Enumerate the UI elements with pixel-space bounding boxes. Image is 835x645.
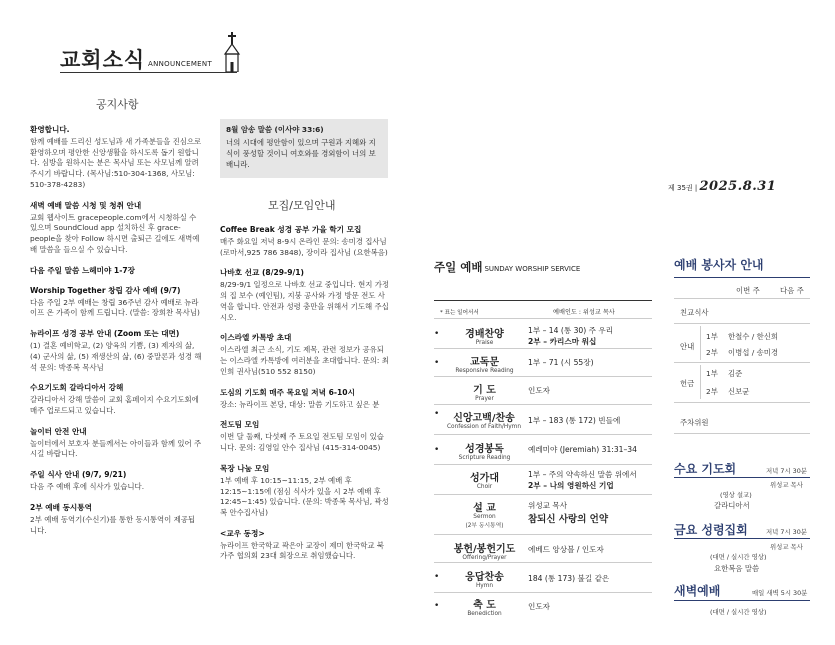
worship-item-value <box>528 601 550 612</box>
notice-item-body: 다음 주일 2부 예배는 창립 36주년 감사 예배로 뉴라이프 온 가족이 함께 드립니다. (말씀: 장희찬 목사님) <box>30 297 200 318</box>
worship-item-value <box>528 544 604 555</box>
worship-row <box>434 464 652 494</box>
worship-value-line: 1부 – 주의 약속하신 말씀 위에서 <box>528 470 637 479</box>
memory-verse-text: 너의 시대에 평안함이 있으며 구원과 지혜와 지식이 풍성할 것이니 여호와를 경외함이 너의 보배니라. <box>226 138 376 170</box>
worship-item-value <box>528 469 637 491</box>
worship-leader: 예배인도 : 위성교 목사 <box>553 309 615 316</box>
gather-item <box>220 463 390 519</box>
issue-volume: 제 35권 | <box>668 184 698 192</box>
worship-row <box>434 318 652 348</box>
divider <box>674 362 810 363</box>
service-title: 예배 봉사자 안내 <box>674 258 764 272</box>
worship-item-en: Prayer <box>475 396 494 402</box>
notice-item-title: 놀이터 안전 안내 <box>30 426 87 436</box>
wed-rule <box>674 477 810 478</box>
divider <box>674 323 810 324</box>
usher-names: 한철수 / 한신희 <box>728 332 779 341</box>
divider <box>700 326 701 360</box>
gather-item-title: 목장 나눔 모임 <box>220 463 270 473</box>
worship-row <box>434 434 652 464</box>
fri-leader: 위성교 목사 <box>770 543 803 551</box>
worship-row <box>434 592 652 622</box>
worship-row <box>434 562 652 592</box>
notice-item-title: 2부 예배 동시통역 <box>30 502 92 512</box>
worship-item-name <box>442 499 527 529</box>
gather-item-title: Coffee Break 성경 공부 가을 학기 모집 <box>220 225 362 234</box>
worship-item-en: Sermon <box>473 514 496 520</box>
worship-item-en: Offering/Prayer <box>462 555 507 561</box>
gather-item <box>220 387 390 411</box>
notice-item-body: 함께 예배를 드리신 성도님과 새 가족분들을 진심으로 환영하오며 평안한 신앙생활을 하시도록 돕기 원합니다. 심방을 원하시는 분은 목사님 또는 사모님께 알려 주시기 바랍니다. (목사님:510-304-1368, 사모님: 510-378-4283) <box>30 137 202 189</box>
parking-label: 주차위원 <box>680 418 709 427</box>
notice-item <box>30 124 202 191</box>
divider <box>674 433 810 434</box>
worship-value-line: 2부 – 나의 영원하신 기업 <box>528 481 614 490</box>
gather-item-body: 뉴라이프 한국학교 곽은아 교장이 제미 한국학교 북가주 협의회 23대 회장으로 취임했습니다. <box>220 540 385 561</box>
offering-names: 신보균 <box>728 387 750 396</box>
notice-item <box>30 265 202 276</box>
worship-row <box>434 376 652 404</box>
fri-rule <box>674 538 810 539</box>
worship-value-line: 인도자 <box>528 602 551 611</box>
gather-item <box>220 528 390 562</box>
worship-item-en: Praise <box>475 340 494 346</box>
worship-row <box>434 348 652 376</box>
notice-list <box>30 124 202 545</box>
wed-topic: 갈라디아서 <box>714 501 750 510</box>
offering-names: 김준 <box>728 369 743 378</box>
notice-item <box>30 328 202 373</box>
wed-leader: 위성교 목사 <box>770 481 803 489</box>
worship-title-en: SUNDAY WORSHIP SERVICE <box>484 265 581 273</box>
worship-value-line: 위성교 목사 <box>528 501 568 510</box>
gather-item-body: 이번 달 둘째, 다섯째 주 토요일 전도팀 모임이 있습니다. 문의: 김영일 안수 집사님 (415-314-0045) <box>220 432 384 453</box>
notice-item-body: 다음 주 예배 후에 식사가 있습니다. <box>30 482 145 492</box>
sermon-title: 참되신 사랑의 언약 <box>528 514 609 525</box>
church-icon <box>223 32 241 72</box>
service-rule <box>674 277 810 278</box>
worship-value-line: 1부 – 71 (시 55장) <box>528 358 594 367</box>
notice-item <box>30 426 202 460</box>
usher-part: 2부 <box>706 348 718 357</box>
worship-item-ko: 축 도 <box>473 600 496 611</box>
notice-item-body: 2부 예배 동역기(수신기)를 통한 동시통역이 제공됩니다. <box>30 514 196 535</box>
worship-item-en: Scripture Reading <box>458 455 511 461</box>
page-title: 교회소식 <box>60 48 146 72</box>
page-subtitle: ANNOUNCEMENT <box>148 60 213 68</box>
usher-names: 이병섭 / 송미경 <box>728 348 779 357</box>
gather-item-title: 이스라엘 카톡방 초대 <box>220 333 292 343</box>
worship-item-ko: 경배찬양 <box>465 329 504 340</box>
offering-part: 1부 <box>706 369 718 378</box>
worship-title <box>434 259 580 275</box>
worship-value-line: 에베드 앙상블 / 인도자 <box>528 545 604 554</box>
wed-prayer-time: 저녁 7시 30분 <box>766 467 807 475</box>
gather-item-body: 8/29-9/1 일정으로 나바호 선교 중입니다. 현지 가정의 집 보수 (예인팀), 지붕 공사와 가정 방문 전도 사역을 합니다. 안전과 성령 충만을 위해서 기도해 주십시오. <box>220 280 389 322</box>
gather-item-body: 장소: 뉴라이프 본당, 대상: 말씀 기도하고 싶은 분 <box>220 399 380 409</box>
worship-item-name <box>442 325 527 346</box>
notice-item <box>30 469 202 493</box>
col-next-week: 다음 주 <box>780 286 804 295</box>
worship-item-en: Responsive Reading <box>455 368 514 374</box>
wed-prayer-title: 수요 기도회 <box>674 462 737 476</box>
notice-item-body: (1) 결혼 예비학교, (2) 양육의 기쁨, (3) 제자의 삶, (4) 군사의 삶, (5) 재생산의 삶, (6) 중말론과 성경 해석 문의: 박종복 목사님 <box>30 341 202 372</box>
worship-item-ko: 설 교 <box>473 503 496 514</box>
notice-item-body: 놀이터에서 보호자 분들께서는 아이들과 함께 있어 주시길 바랍니다. <box>30 438 202 459</box>
worship-item-name <box>442 440 527 461</box>
stand-mark: • <box>434 358 440 368</box>
gather-item-title: <교우 동정> <box>220 528 265 538</box>
notice-item-title: 수요기도회 갈라디아서 강해 <box>30 383 124 393</box>
stand-mark: • <box>434 445 440 455</box>
gather-item-title: 나바호 선교 (8/29-9/1) <box>220 268 305 278</box>
worship-item-name <box>442 596 527 617</box>
notice-item <box>30 382 202 416</box>
worship-value-line: 1부 – 14 (통 30) 주 우리 <box>528 326 614 335</box>
memory-verse-box <box>220 119 388 178</box>
divider <box>674 402 810 403</box>
notice-item <box>30 502 202 536</box>
fri-title: 금요 성령집회 <box>674 523 748 537</box>
issue-date: 2025.8.31 <box>699 179 777 194</box>
worship-item-name <box>442 353 527 374</box>
worship-item-value <box>528 500 608 527</box>
worship-value-line: 2부 – 카리스마 워십 <box>528 337 597 346</box>
usher-part: 1부 <box>706 332 718 341</box>
gather-item-body: 이스라엘 최근 소식, 기도 제목, 관련 정보가 공유되는 이스라엘 카톡방에 여러분을 초대합니다. 문의: 최인희 권사님(510 552 8150) <box>220 345 389 376</box>
gather-heading: 모집/모임안내 <box>268 199 336 212</box>
dawn-time: 매일 새벽 5시 30분 <box>752 589 808 597</box>
memory-verse-title: 8월 암송 말씀 (이사야 33:6) <box>226 125 324 134</box>
gather-item <box>220 267 390 323</box>
worship-item-name <box>442 568 527 589</box>
notice-item-title: 뉴라이프 성경 공부 안내 (Zoom 또는 대면) <box>30 329 180 339</box>
wed-mode: (영상 설교) <box>720 491 752 499</box>
col-this-week: 이번 주 <box>736 286 760 295</box>
offering-part: 2부 <box>706 387 718 396</box>
gather-item-body: 1부 예배 후 10:15~11:15, 2부 예배 후 12:15~1:15에 (점심 식사가 있을 시 2부 예배 후 12:45~1:45) 있습니다. (문의: 박종복 목사님, 곽성복 안수집사님) <box>220 475 389 518</box>
worship-item-value <box>528 357 594 368</box>
notice-item-title: 주일 식사 안내 (9/7, 9/21) <box>30 470 127 480</box>
notice-item-title: Worship Together 창립 감사 예배 (9/7) <box>30 285 181 295</box>
worship-item-en: Hymn <box>475 583 494 589</box>
stand-mark: • <box>434 601 440 611</box>
notice-item <box>30 200 202 256</box>
worship-value-line: 1부 – 183 (통 172) 빈들에 <box>528 416 621 425</box>
gather-item-title: 전도팀 모임 <box>220 420 260 430</box>
worship-row <box>434 534 652 562</box>
worship-item-ko: 기 도 <box>473 385 496 396</box>
stand-mark: • <box>434 329 440 339</box>
notice-heading: 공지사항 <box>96 98 139 111</box>
notice-item <box>30 285 202 319</box>
worship-item-ko: 봉헌/봉헌기도 <box>453 544 516 555</box>
dawn-rule <box>674 600 810 601</box>
worship-item-ko: 응답찬송 <box>465 572 504 583</box>
worship-item-value <box>528 385 550 396</box>
worship-title-ko: 주일 예배 <box>434 260 483 274</box>
offering-label: 헌금 <box>680 379 695 388</box>
worship-item-value <box>528 573 609 584</box>
stand-mark: • <box>434 409 440 419</box>
fri-topic: 요한복음 말씀 <box>714 564 760 573</box>
stand-mark: • <box>434 572 440 582</box>
worship-value-line: 인도자 <box>528 386 551 395</box>
worship-value-line: 184 (통 173) 불길 같은 <box>528 574 610 583</box>
worship-row <box>434 494 652 534</box>
worship-item-ko: 교독문 <box>470 357 499 368</box>
gather-list <box>220 224 390 571</box>
worship-value-line: 예레미야 (Jeremiah) 31:31–34 <box>528 445 637 454</box>
gather-item <box>220 224 390 258</box>
worship-item-value <box>528 325 613 347</box>
notice-item-title: 환영합니다. <box>30 125 70 134</box>
gather-item <box>220 419 390 453</box>
fri-time: 저녁 7시 30분 <box>766 528 807 536</box>
worship-item-ko: 신앙고백/찬송 <box>453 413 515 424</box>
usher-label: 안내 <box>680 342 695 351</box>
stand-note: * 표는 일어서서 <box>440 310 479 316</box>
fri-mode: (대면 / 실시간 영상) <box>710 553 767 561</box>
notice-item-body: 교회 웹사이트 gracepeople.com에서 시청하실 수 있으며 SoundCloud app 설치하신 후 grace-people을 찾아 Follow 하시면 출퇴근 길에도 새벽예배 말씀을 들으실 수 있습니다. <box>30 212 200 254</box>
divider <box>700 365 701 399</box>
worship-rule <box>434 300 652 301</box>
worship-item-name <box>436 409 532 430</box>
worship-row <box>434 404 652 434</box>
worship-item-name <box>442 381 527 402</box>
dawn-mode: (대면 / 실시간 영상) <box>710 608 767 616</box>
worship-item-en: Choir <box>476 484 493 490</box>
header-rule <box>60 72 237 73</box>
gather-item-title: 도심의 기도회 매주 목요일 저녁 6-10시 <box>220 387 355 397</box>
divider <box>674 298 810 299</box>
worship-item-ko: 성가대 <box>470 473 499 484</box>
worship-item-name <box>442 469 527 490</box>
notice-item-title: 다음 주일 말씀 느헤미야 1-7장 <box>30 265 135 275</box>
gather-item <box>220 332 390 377</box>
worship-item-ko: 성경봉독 <box>465 444 504 455</box>
notice-item-body: 갈라디아서 강해 말씀이 교회 홈페이지 수요기도회에 매주 업로드되고 있습니다. <box>30 395 199 416</box>
gather-item-body: 매주 화요일 저녁 8-9시 온라인 문의: 송미경 집사님 (로마서,925 786 3848), 장이라 집사님 (요한복음) <box>220 237 388 257</box>
notice-item-title: 새벽 예배 말씀 시청 및 청취 안내 <box>30 200 142 210</box>
worship-item-en: Confession of Faith/Hymn <box>447 424 521 430</box>
worship-item-note: (2부 동시통역) <box>465 523 504 529</box>
worship-item-value <box>528 415 620 426</box>
worship-item-name <box>442 540 527 561</box>
worship-item-en: Benediction <box>467 611 502 617</box>
issue-info <box>668 179 776 194</box>
worship-item-value <box>528 444 637 455</box>
fellowship-label: 친교식사 <box>680 308 709 317</box>
dawn-title: 새벽예배 <box>674 584 721 598</box>
